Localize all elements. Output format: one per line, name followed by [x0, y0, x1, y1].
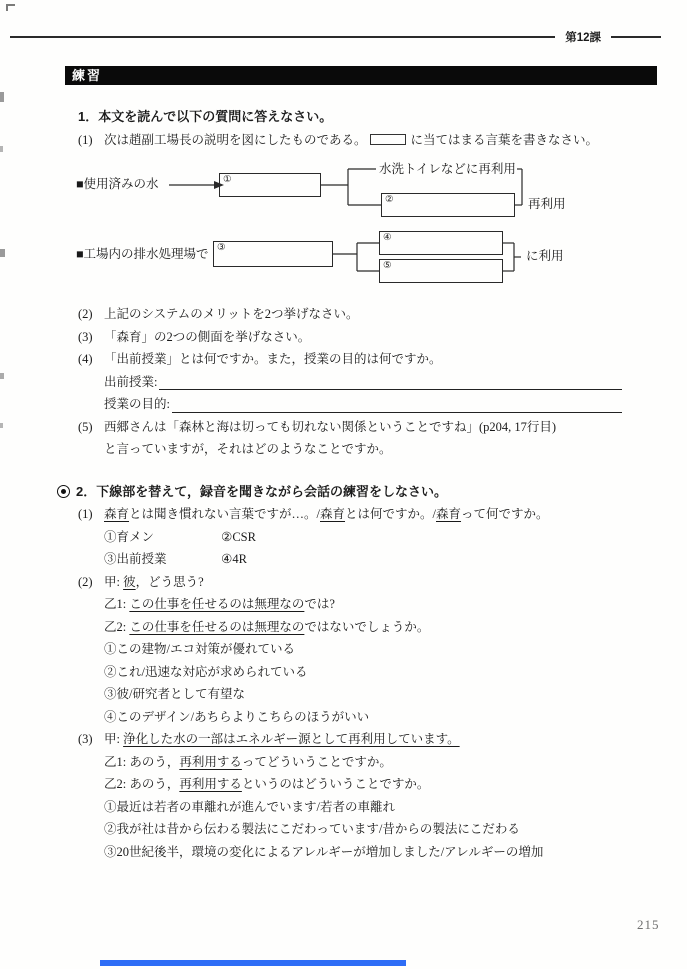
- q1-item-3: [78, 326, 644, 349]
- lesson-number: 第12課: [565, 32, 601, 44]
- q1-item-2-text: 上記のシステムのメリットを2つ挙げなさい。: [104, 307, 359, 321]
- option-4: ④4R: [221, 552, 247, 566]
- q2-item-1-number: (1): [78, 507, 93, 521]
- section-banner: [65, 66, 657, 85]
- diagram-answer-box-3: [213, 241, 333, 267]
- scan-artifact: [0, 423, 3, 428]
- page-header: [10, 29, 661, 45]
- scan-artifact: [0, 249, 5, 257]
- q1-item-2: [78, 303, 644, 326]
- water-reuse-flow-diagram: [76, 159, 642, 291]
- q1-item-4-blank-1: [104, 371, 622, 394]
- diagram-label-used-water: ■使用済みの水: [76, 177, 159, 191]
- q2-item-3-option-1: ①最近は若者の車離れが進んでいます/若者の車離れ: [104, 799, 395, 814]
- q2-item-2-speaker-b2: 乙2: この仕事を任せるのは無理なのではないでしょうか。: [104, 619, 430, 634]
- scan-artifact: [0, 92, 4, 102]
- q1-item-5-number: (5): [78, 419, 93, 434]
- diagram-answer-box-4: [379, 231, 503, 255]
- header-rule-left: [10, 36, 555, 38]
- q1-item-3-number: (3): [78, 329, 93, 344]
- q2-item-1-options-row-2: [104, 548, 644, 571]
- q1-item-1: [78, 129, 644, 152]
- q2-item-2-option-1: ①この建物/エコ対策が優れている: [104, 642, 295, 656]
- scan-artifact: [6, 4, 15, 11]
- box-number: ⑤: [383, 261, 392, 271]
- q2-item-2-speaker-b1: 乙1: この仕事を任せるのは無理なのでは?: [104, 597, 335, 611]
- q2-item-3-number: (3): [78, 732, 93, 746]
- q1-item-5: [78, 416, 644, 439]
- box-number: ④: [383, 233, 392, 243]
- q2-item-2-speaker-a: 甲: 彼，どう思う?: [104, 574, 204, 589]
- scan-artifact: [0, 373, 4, 379]
- q1-item-1-number: (1): [78, 132, 93, 147]
- q2-item-1-options-row-1: [104, 526, 644, 549]
- box-number: ①: [223, 175, 232, 185]
- q2-item-3-speaker-b2: 乙2: あのう，再利用するというのはどういうことですか。: [104, 777, 430, 791]
- q1-item-3-text: 「森育」の2つの側面を挙げなさい。: [104, 329, 311, 344]
- diagram-connector-lines: [76, 159, 642, 291]
- page-number: 215: [637, 917, 660, 932]
- q2-item-2-option-3: ③彼/研究者として有望な: [104, 687, 245, 701]
- fill-in-blank-box: [370, 134, 406, 145]
- q2-item-1-line: 森育とは聞き慣れない言葉ですが…。/森育とは何ですか。/森育って何ですか。: [104, 507, 549, 521]
- option-3: ③出前授業: [104, 552, 167, 566]
- q1-item-4-number: (4): [78, 352, 93, 366]
- diagram-result-reuse: 再利用: [528, 197, 566, 211]
- diagram-result-use: に利用: [526, 249, 564, 263]
- q1-item-4: [78, 348, 644, 371]
- blank-label: 授業の目的:: [104, 397, 170, 411]
- q2-item-3-speaker-a: 甲: 浄化した水の一部はエネルギー源として再利用しています。: [104, 732, 460, 746]
- audio-icon: [57, 485, 70, 498]
- option-1: ①育メン: [104, 529, 155, 544]
- section-banner-title: 練習: [72, 68, 103, 83]
- q2-item-3-speaker-b1: 乙1: あのう，再利用するってどういうことですか。: [104, 754, 392, 769]
- q1-item-5-line-2: と言っていますが，それはどのようなことですか。: [104, 442, 392, 456]
- q2-item-1: [78, 503, 644, 526]
- q1-item-1-before: 次は趙副工場長の説明を図にしたものである。: [104, 132, 367, 147]
- header-rule-right: [611, 36, 661, 38]
- q1-title: 1．本文を読んで以下の質問に答えなさい。: [78, 109, 333, 124]
- q1-item-1-text: [104, 129, 644, 152]
- q2-item-3: [78, 728, 644, 751]
- diagram-answer-box-1: [219, 173, 321, 197]
- scan-artifact: [0, 146, 3, 152]
- q2-item-2-option-4: ④このデザイン/あちらよりこちらのほうがいい: [104, 709, 370, 724]
- page-content: [78, 106, 644, 863]
- q2-item-2-number: (2): [78, 574, 93, 589]
- q2-item-2: [78, 571, 644, 594]
- q2-title: 2．下線部を替えて，録音を聞きながら会話の練習をしなさい。: [76, 483, 447, 499]
- diagram-branch-toilet-reuse: 水洗トイレなどに再利用: [379, 162, 516, 176]
- q1-item-5-line-1: 西郷さんは「森林と海は切っても切れない関係ということですね」(p204, 17行目): [104, 419, 557, 434]
- diagram-answer-box-5: [379, 259, 503, 283]
- q2-header: [78, 481, 644, 504]
- answer-line: [159, 371, 622, 391]
- q1-item-4-text: 「出前授業」とは何ですか。また，授業の目的は何ですか。: [104, 352, 442, 366]
- option-2: ②CSR: [221, 529, 256, 544]
- box-number: ②: [385, 195, 394, 205]
- q2-item-3-option-3: ③20世紀後半，環境の変化によるアレルギーが増加しました/アレルギーの増加: [104, 844, 544, 859]
- q1-item-1-after: に当てはまる言葉を書きなさい。: [410, 132, 599, 147]
- bottom-blue-bar: [100, 960, 406, 966]
- blank-label: 出前授業:: [104, 374, 158, 389]
- q1-item-4-blank-2: [104, 393, 622, 416]
- diagram-label-wastewater-plant: ■工場内の排水処理場で: [76, 247, 209, 261]
- q2-item-2-option-2: ②これ/迅速な対応が求められている: [104, 664, 308, 679]
- diagram-answer-box-2: [381, 193, 515, 217]
- answer-line: [172, 393, 622, 413]
- q2-item-3-option-2: ②我が社は昔から伝わる製法にこだわっています/昔からの製法にこだわる: [104, 822, 520, 836]
- box-number: ③: [217, 243, 226, 253]
- q1-item-2-number: (2): [78, 307, 93, 321]
